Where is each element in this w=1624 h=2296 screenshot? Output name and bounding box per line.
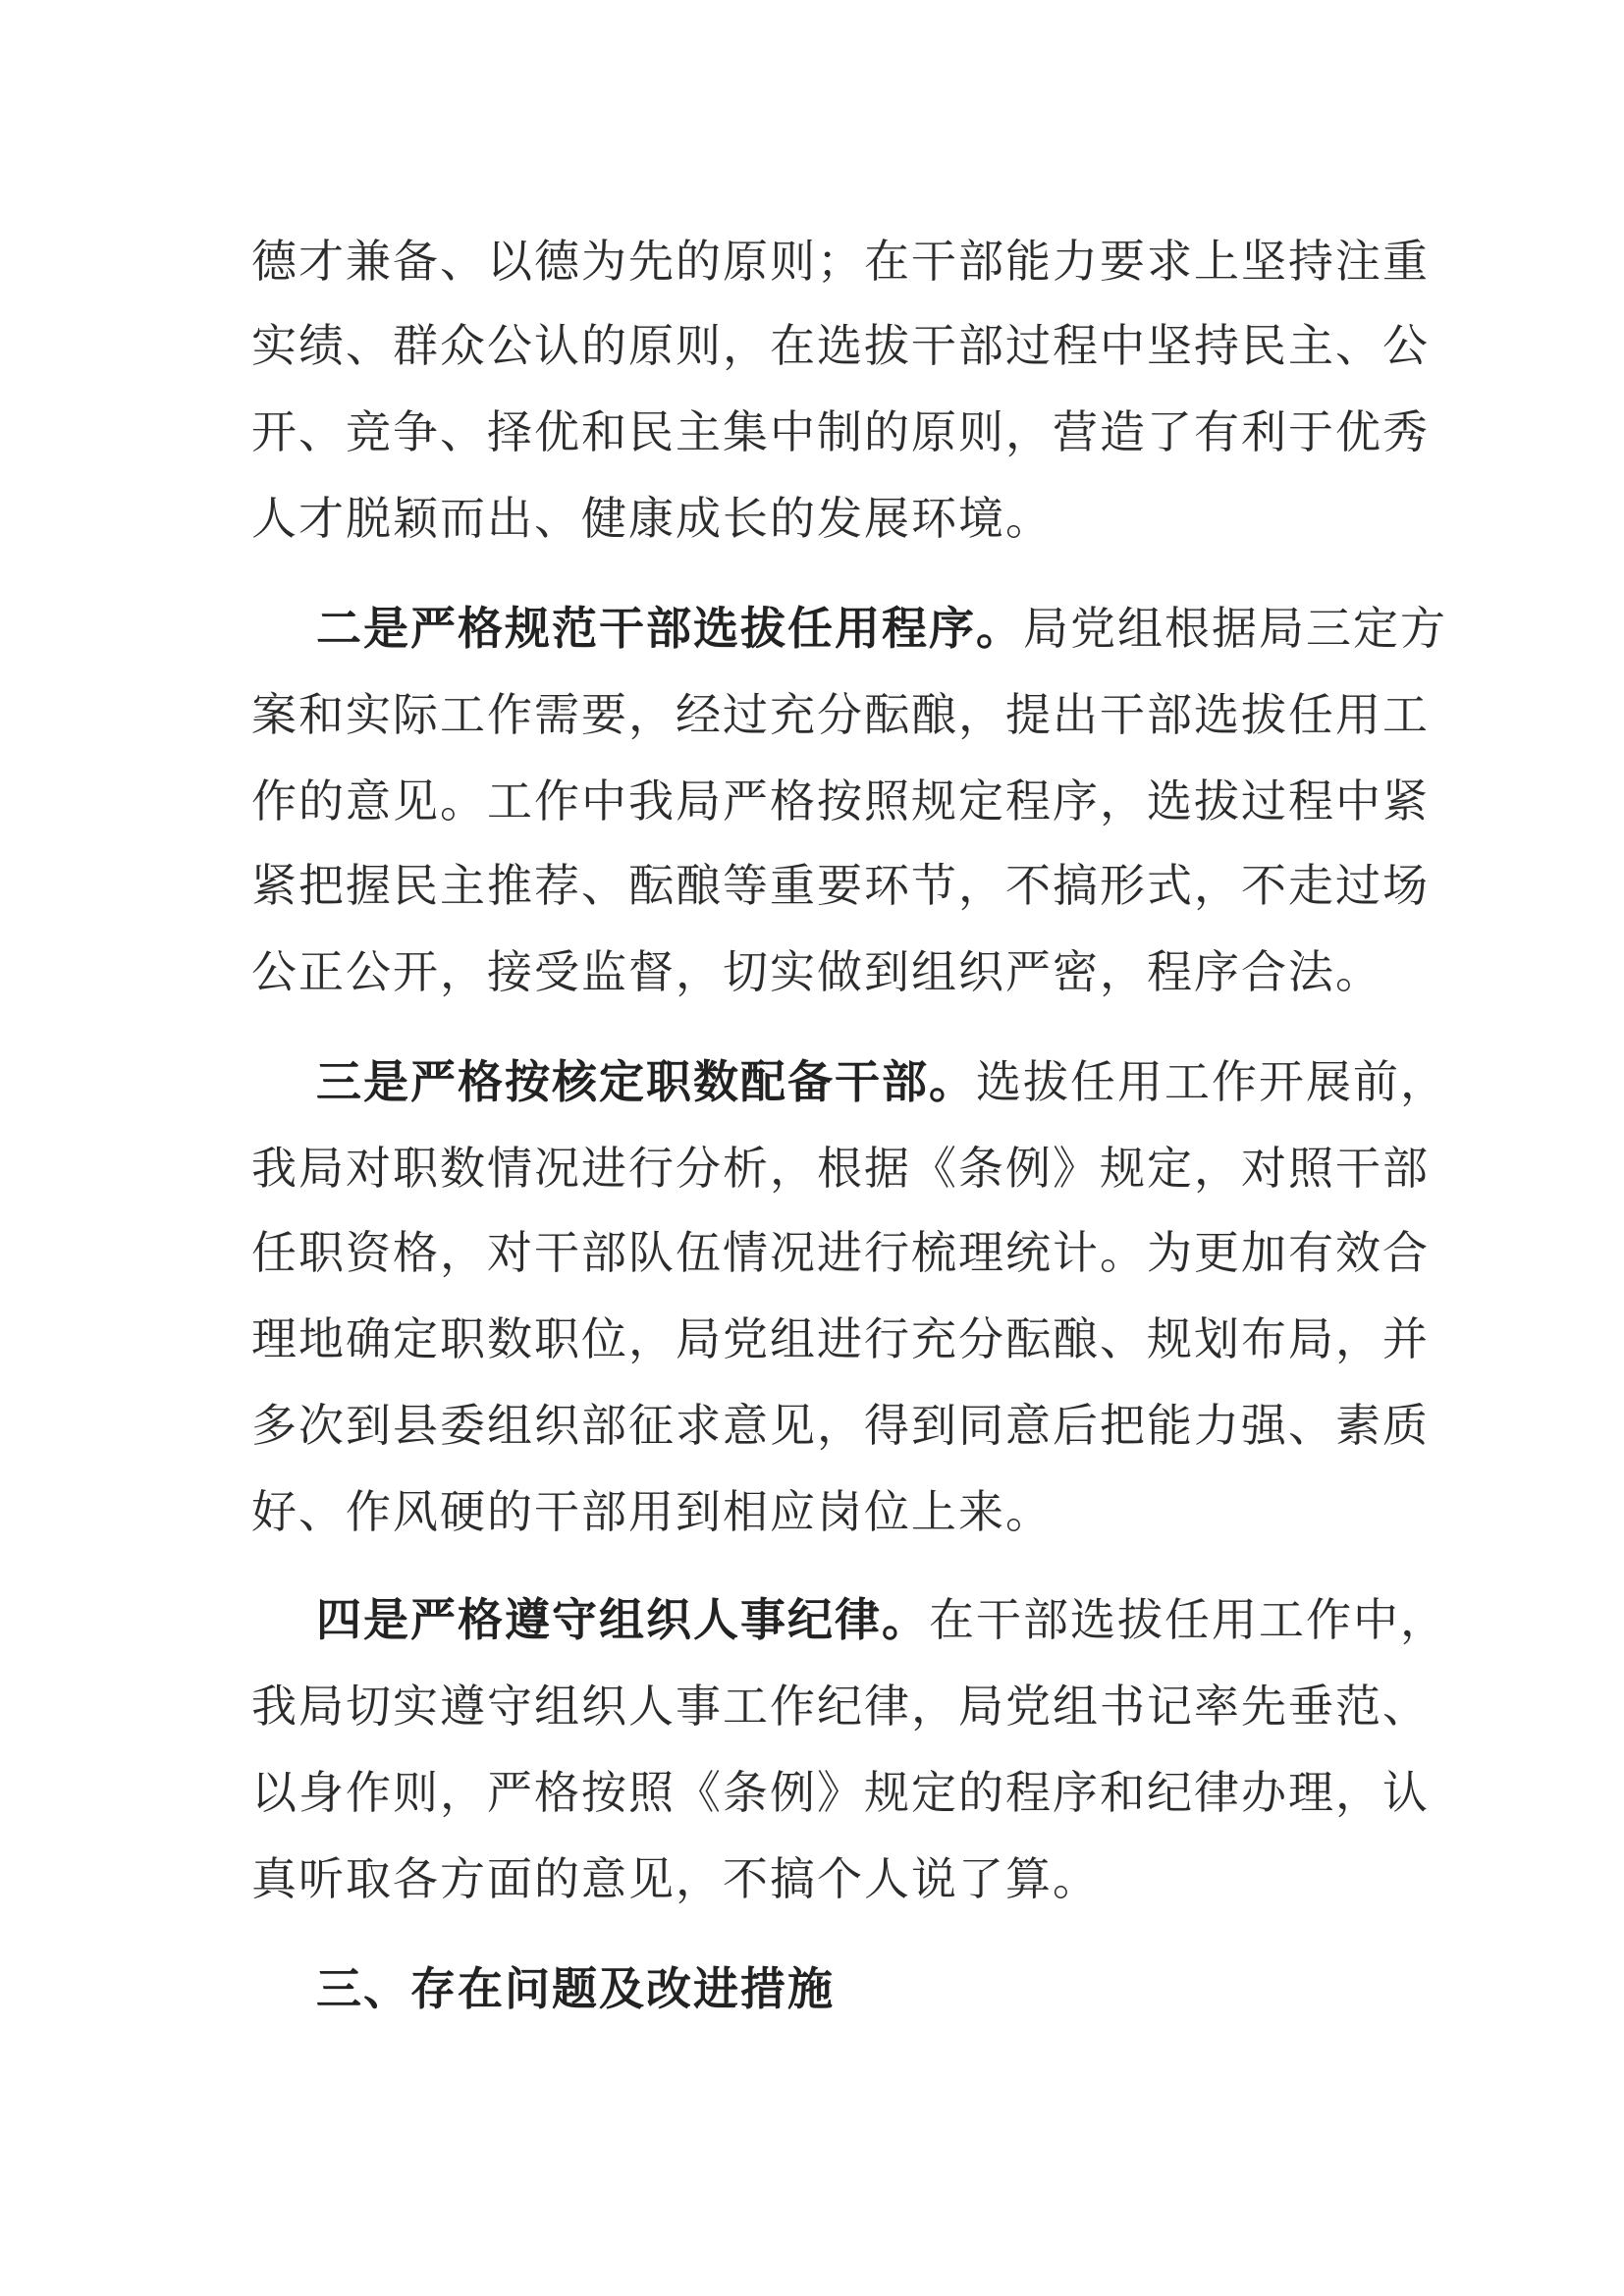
p3-line-4: 理地确定职数职位，局党组进行充分酝酿、规划布局，并 (251, 1312, 1430, 1365)
p2-line-1 (316, 599, 1447, 658)
p2-lead: 二是严格规范干部选拔任用程序。 (316, 602, 1023, 655)
p3-line-5: 多次到县委组织部征求意见，得到同意后把能力强、素质 (251, 1399, 1430, 1452)
p1-line-3: 开、竞争、择优和民主集中制的原则，营造了有利于优秀 (251, 405, 1430, 458)
p1-line-2: 实绩、群众公认的原则，在选拔干部过程中坚持民主、公 (251, 319, 1430, 372)
p3-line-2: 我局对职数情况进行分析，根据《条例》规定，对照干部 (251, 1142, 1430, 1195)
p3-first-rest: 选拔任用工作开展前， (976, 1055, 1447, 1108)
p2-line-4: 紧把握民主推荐、酝酿等重要环节，不搞形式，不走过场 (251, 859, 1430, 912)
p4-lead: 四是严格遵守组织人事纪律。 (316, 1593, 929, 1646)
p3-line-6: 好、作风硬的干部用到相应岗位上来。 (251, 1485, 1053, 1538)
p3-lead: 三是严格按核定职数配备干部。 (316, 1055, 976, 1108)
p3-line-1 (316, 1052, 1447, 1111)
p2-first-rest: 局党组根据局三定方 (1023, 602, 1447, 655)
p3-line-3: 任职资格，对干部队伍情况进行梳理统计。为更加有效合 (251, 1226, 1430, 1279)
section-heading: 三、存在问题及改进措施 (316, 1962, 835, 2015)
p1-line-1: 德才兼备、以德为先的原则；在干部能力要求上坚持注重 (251, 235, 1430, 288)
p2-line-3: 作的意见。工作中我局严格按照规定程序，选拔过程中紧 (251, 774, 1430, 828)
p4-line-4: 真听取各方面的意见，不搞个人说了算。 (251, 1852, 1100, 1905)
p2-line-5: 公正公开，接受监督，切实做到组织严密，程序合法。 (251, 945, 1382, 998)
p1-line-4: 人才脱颖而出、健康成长的发展环境。 (251, 492, 1053, 545)
p4-line-2: 我局切实遵守组织人事工作纪律，局党组书记率先垂范、 (251, 1680, 1430, 1733)
p4-line-3: 以身作则，严格按照《条例》规定的程序和纪律办理，认 (251, 1766, 1430, 1819)
p4-line-1 (316, 1590, 1447, 1649)
p2-line-2: 案和实际工作需要，经过充分酝酿，提出干部选拔任用工 (251, 688, 1430, 741)
p4-first-rest: 在干部选拔任用工作中， (929, 1593, 1447, 1646)
